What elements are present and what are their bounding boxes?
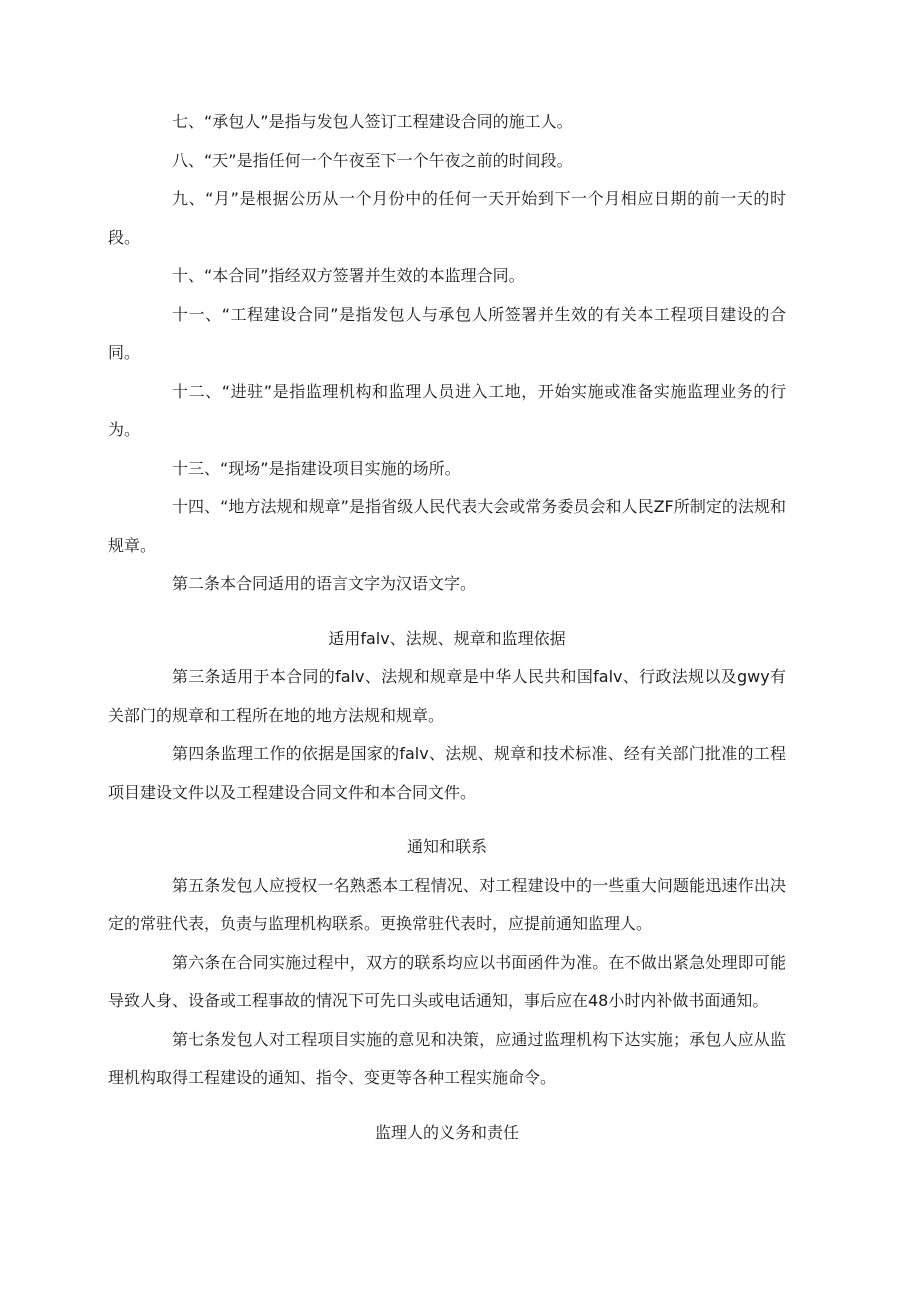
article-2: 第二条本合同适用的语言文字为汉语文字。 xyxy=(172,574,477,593)
definition-9: 九、“月”是根据公历从一个月份中的任何一天开始到下一个月相应日期的前一天的时段。 xyxy=(108,189,786,247)
definition-11: 十一、“工程建设合同”是指发包人与承包人所签署并生效的有关本工程项目建设的合同。 xyxy=(108,304,786,362)
article-4: 第四条监理工作的依据是国家的falv、法规、规章和技术标准、经有关部门批准的工程项目建设文件以及工程建设合同文件和本合同文件。 xyxy=(108,744,786,802)
definition-12: 十二、“进驻”是指监理机构和监理人员进入工地，开始实施或准备实施监理业务的行为。 xyxy=(108,381,786,439)
spacer xyxy=(108,812,786,828)
section-heading-law: 适用falv、法规、规章和监理依据 xyxy=(328,628,566,648)
article-6: 第六条在合同实施过程中，双方的联系均应以书面函件为准。在不做出紧急处理即可能导致人身、设备或工程事故的情况下可先口头或电话通知，事后应在48小时内补做书面通知。 xyxy=(108,952,786,1010)
definition-8: 八、“天”是指任何一个午夜至下一个午夜之前的时间段。 xyxy=(172,150,573,170)
article-5: 第五条发包人应授权一名熟悉本工程情况、对工程建设中的一些重大问题能迅速作出决定的常驻代表，负责与监理机构联系。更换常驻代表时，应提前通知监理人。 xyxy=(108,875,786,933)
definition-7: 七、“承包人”是指与发包人签订工程建设合同的施工人。 xyxy=(172,112,573,131)
spacer xyxy=(108,604,786,620)
definition-13: 十三、“现场”是指建设项目实施的场所。 xyxy=(172,458,461,478)
definition-14: 十四、“地方法规和规章”是指省级人民代表大会或常务委员会和人民ZF所制定的法规和规章。 xyxy=(108,497,786,555)
section-heading-notice: 通知和联系 xyxy=(406,837,487,856)
section-heading-duty: 监理人的义务和责任 xyxy=(374,1122,519,1142)
article-7: 第七条发包人对工程项目实施的意见和决策，应通过监理机构下达实施；承包人应从监理机构取得工程建设的通知、指令、变更等各种工程实施命令。 xyxy=(108,1029,786,1087)
document-page xyxy=(108,103,786,1152)
definition-10: 十、“本合同”指经双方签署并生效的本监理合同。 xyxy=(172,266,525,285)
article-3: 第三条适用于本合同的falv、法规和规章是中华人民共和国falv、行政法规以及gwy有关部门的规章和工程所在地的地方法规和规章。 xyxy=(108,667,786,725)
spacer xyxy=(108,1098,786,1114)
